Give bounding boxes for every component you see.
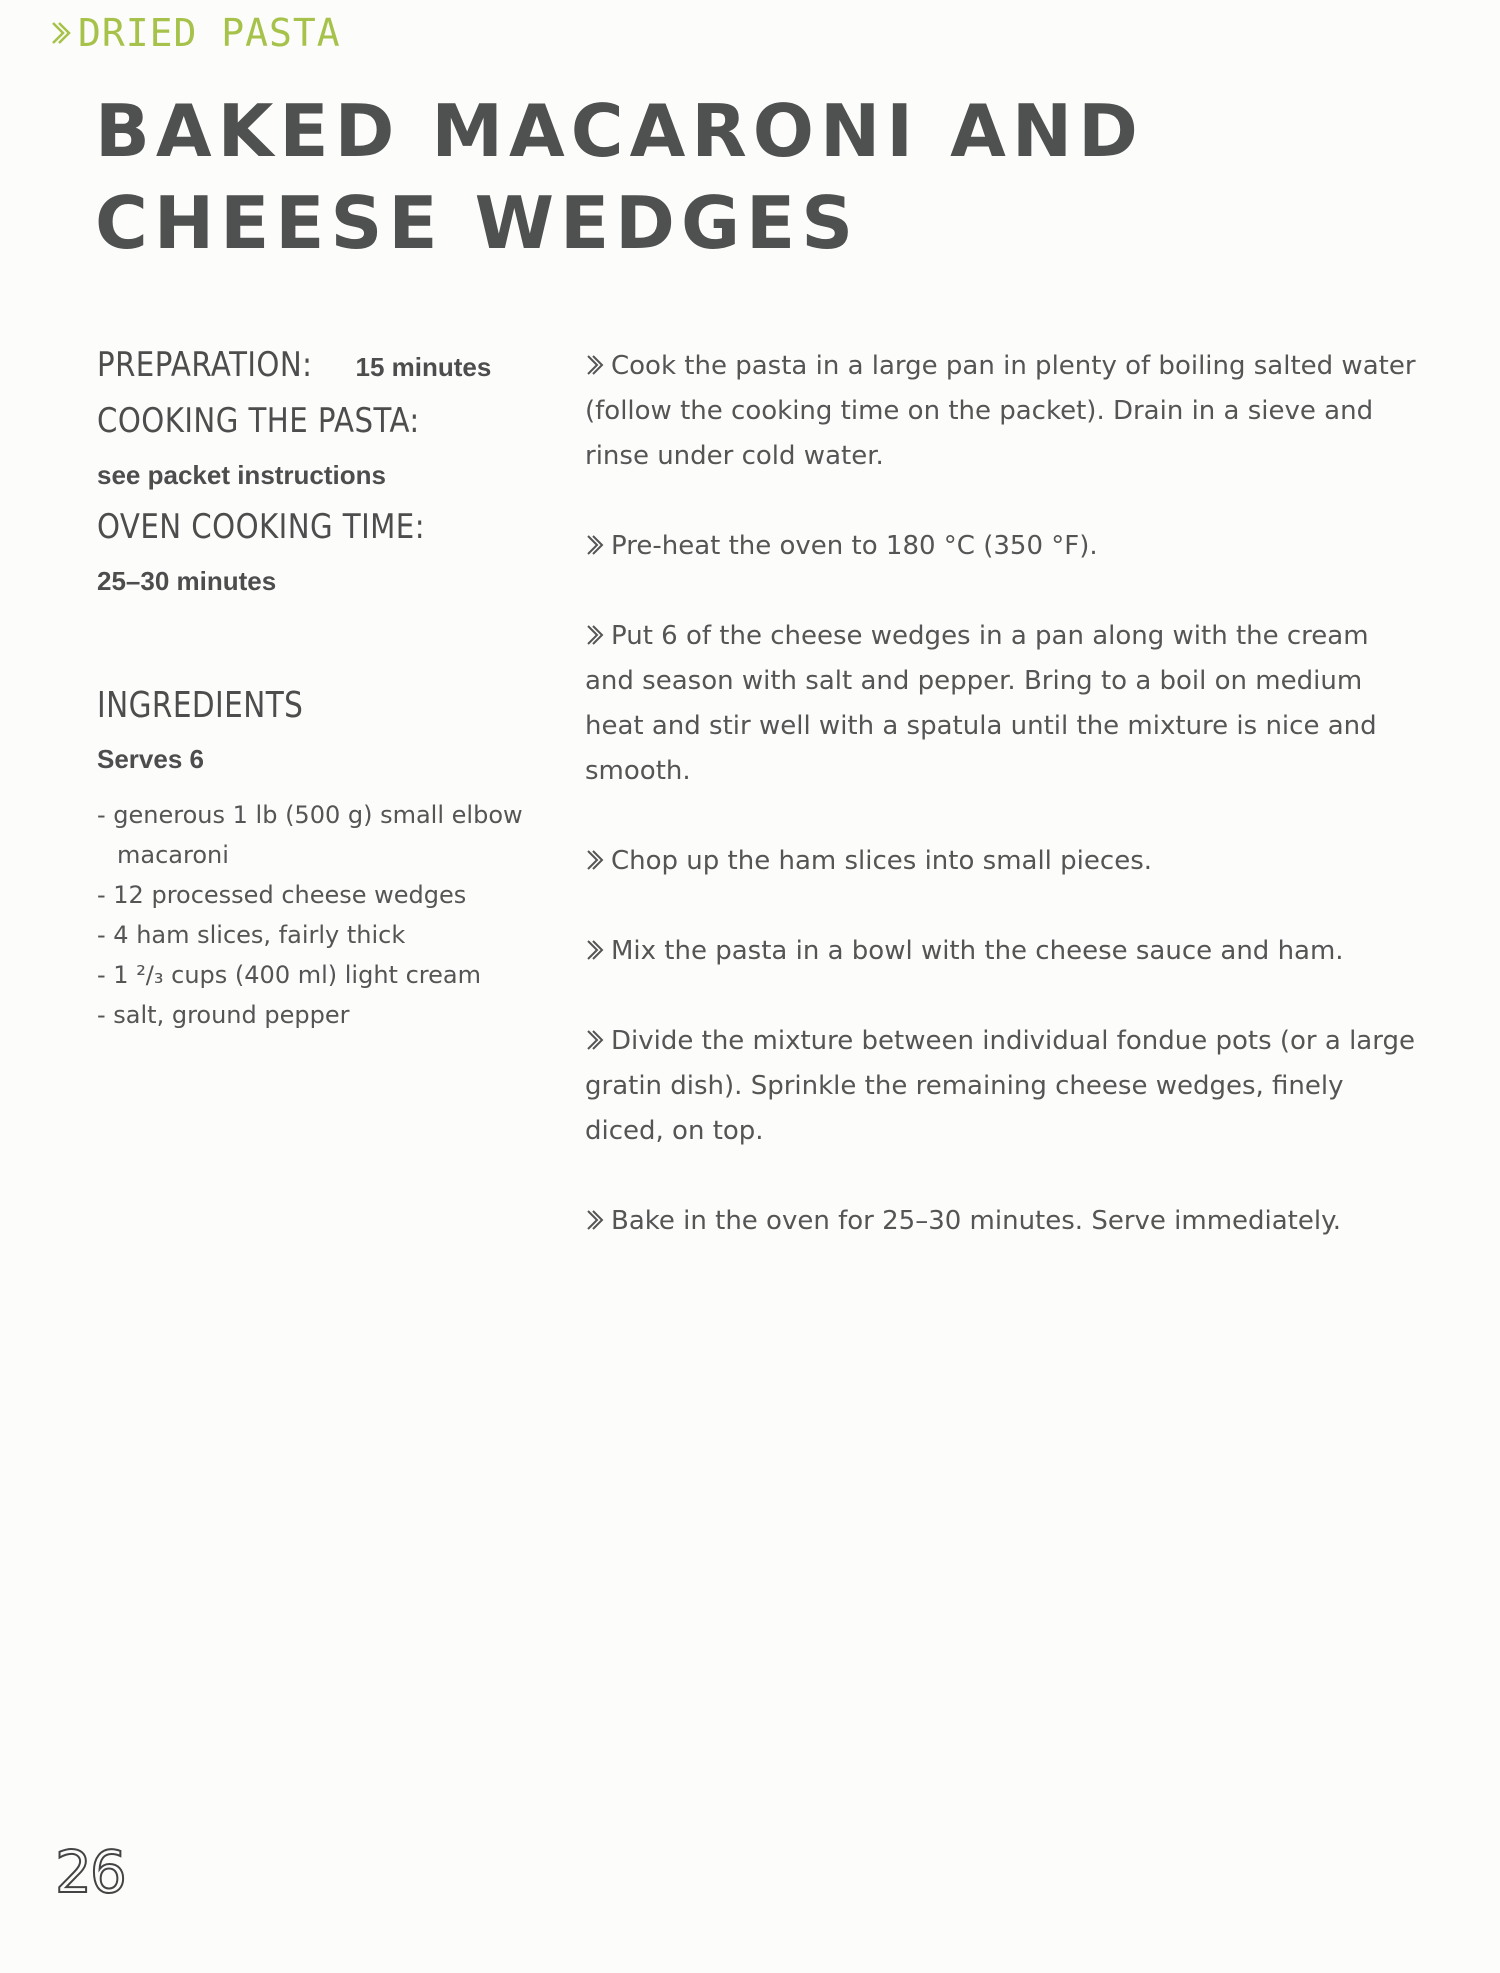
method-column — [585, 344, 1425, 1289]
recipe-title — [95, 85, 1395, 269]
method-step-text: Chop up the ham slices into small pieces. — [611, 846, 1152, 876]
ingredient-item: - 12 processed cheese wedges — [97, 881, 467, 909]
chevron-right-icon — [585, 533, 605, 557]
ingredients-list — [97, 795, 537, 1035]
section-label: DRIED PASTA — [78, 11, 341, 55]
method-step-text: Put 6 of the cheese wedges in a pan along with the cream and season with salt and pepper. Bring to a boil on medium heat and stir well with a spatula until the mixture is nice and smooth. — [585, 621, 1377, 786]
preparation-row — [97, 345, 537, 401]
chevron-right-icon — [585, 623, 605, 647]
method-step — [585, 929, 1425, 974]
ingredient-item: - generous 1 lb (500 g) small elbow macaroni — [97, 801, 523, 869]
method-step-text: Bake in the oven for 25–30 minutes. Serve immediately. — [611, 1206, 1342, 1236]
ingredient-item: - 4 ham slices, fairly thick — [97, 921, 406, 949]
oven-time-row — [97, 507, 537, 563]
recipe-title-line-2: CHEESE WEDGES — [95, 181, 860, 265]
chevron-right-icon — [50, 20, 72, 46]
serves-count: Serves 6 — [97, 744, 204, 774]
method-step-text: Mix the pasta in a bowl with the cheese sauce and ham. — [611, 936, 1344, 966]
cooking-pasta-value: see packet instructions — [97, 460, 386, 490]
preparation-label: PREPARATION: — [97, 345, 313, 385]
recipe-info-column — [97, 345, 537, 1035]
method-step — [585, 344, 1425, 479]
chevron-right-icon — [585, 353, 605, 377]
chevron-right-icon — [585, 848, 605, 872]
preparation-value: 15 minutes — [355, 352, 492, 382]
method-step — [585, 1199, 1425, 1244]
method-step — [585, 1019, 1425, 1154]
chevron-right-icon — [585, 1208, 605, 1232]
method-step — [585, 614, 1425, 794]
method-step-text: Cook the pasta in a large pan in plenty of boiling salted water (follow the cooking time on the packet). Drain in a sieve and rinse under cold water. — [585, 351, 1416, 471]
ingredient-item: - 1 ²/₃ cups (400 ml) light cream — [97, 961, 481, 989]
ingredients-heading: INGREDIENTS — [97, 685, 304, 726]
chevron-right-icon — [585, 938, 605, 962]
cooking-pasta-row — [97, 401, 537, 457]
recipe-title-line-1: BAKED MACARONI AND — [95, 89, 1144, 173]
oven-time-value: 25–30 minutes — [97, 566, 277, 596]
cooking-pasta-label: COOKING THE PASTA: — [97, 401, 420, 441]
oven-time-label: OVEN COOKING TIME: — [97, 507, 425, 547]
ingredient-item: - salt, ground pepper — [97, 1001, 350, 1029]
section-header — [50, 11, 341, 55]
method-step — [585, 524, 1425, 569]
method-step-text: Pre-heat the oven to 180 °C (350 °F). — [611, 531, 1098, 561]
method-step — [585, 839, 1425, 884]
method-step-text: Divide the mixture between individual fondue pots (or a large gratin dish). Sprinkle the remaining cheese wedges, finely diced, on top. — [585, 1026, 1415, 1146]
chevron-right-icon — [585, 1028, 605, 1052]
page-number: 26 — [55, 1838, 125, 1906]
